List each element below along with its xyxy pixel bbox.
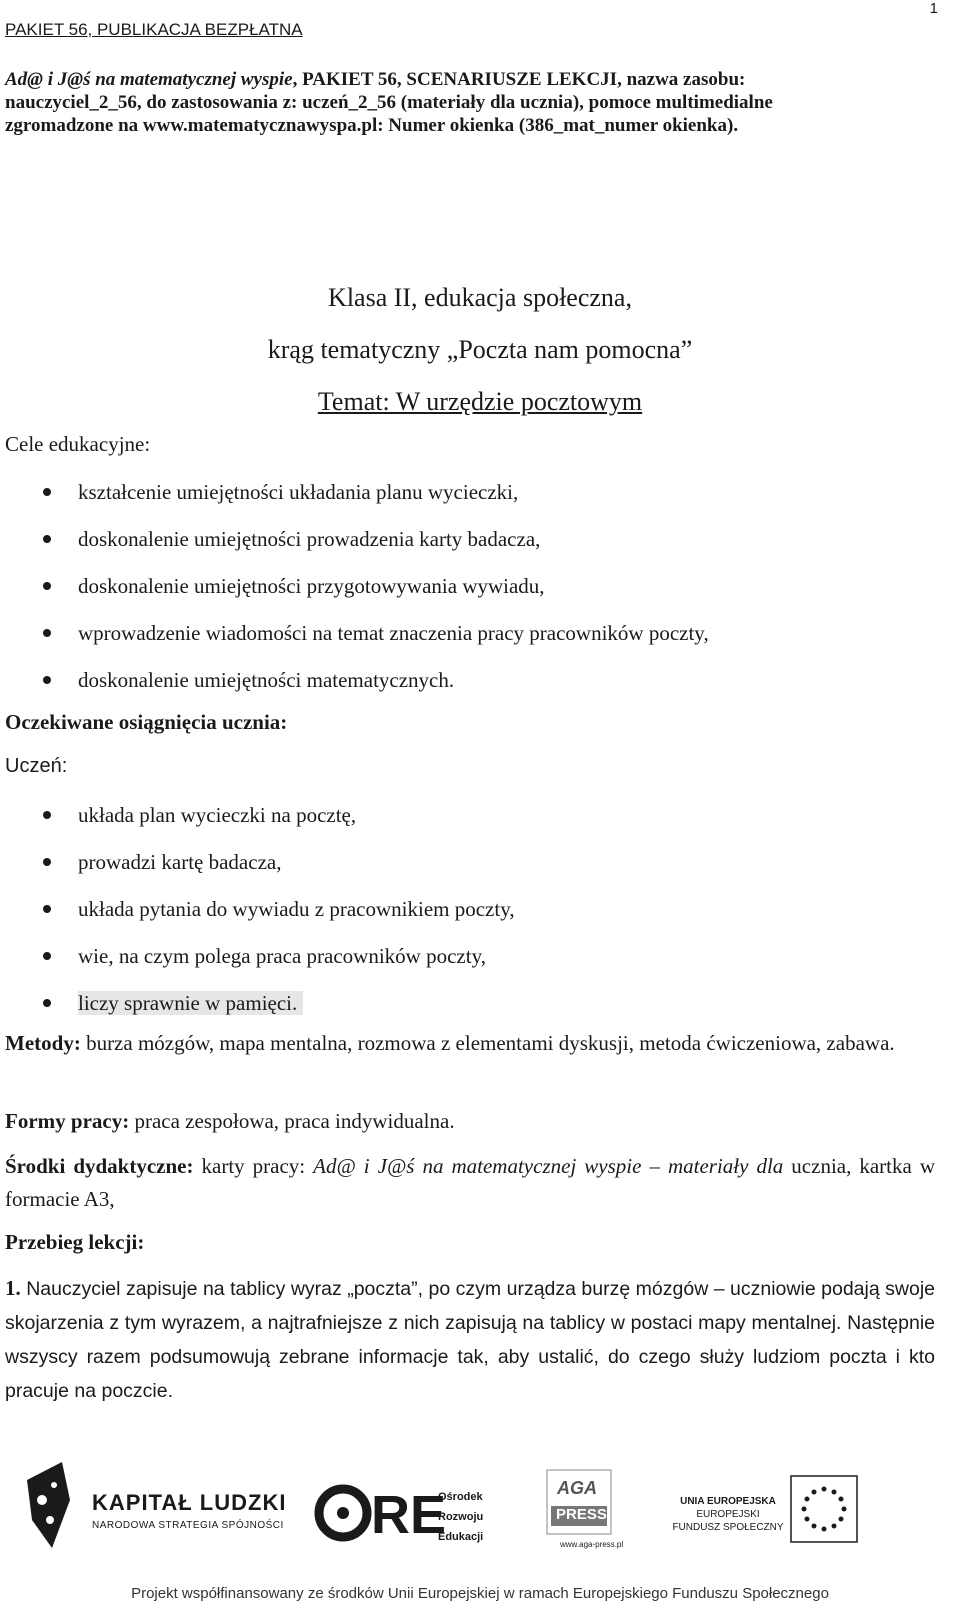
bullet-icon	[43, 999, 51, 1007]
aga-press-logo-icon	[547, 1470, 617, 1540]
bullet-icon	[43, 535, 51, 543]
list-item: prowadzi kartę badacza,	[0, 848, 930, 895]
publication-header: PAKIET 56, PUBLIKACJA BEZPŁATNA	[5, 20, 303, 39]
page-number: 1	[929, 0, 938, 17]
aga-press-label: PRESS	[556, 1506, 607, 1523]
intro-line-3: zgromadzone na www.matematycznawyspa.pl: Numer okienka (386_mat_numer okienka).	[5, 115, 739, 136]
kapital-ludzki-logo-icon	[22, 1460, 72, 1550]
list-item: kształcenie umiejętności układania planu wycieczki,	[0, 478, 930, 525]
list-item: liczy sprawnie w pamięci.	[0, 989, 930, 1036]
lesson-heading: Przebieg lekcji:	[5, 1230, 145, 1254]
lesson-title-block	[0, 280, 960, 436]
theme-line: krąg tematyczny „Poczta nam pomocna”	[267, 335, 693, 364]
student-label: Uczeń:	[5, 755, 68, 777]
resource-intro	[5, 68, 935, 137]
resources-italic: Ad@ i J@ś na matematycznej wyspie – materiały dla	[313, 1154, 784, 1178]
bullet-icon	[43, 858, 51, 866]
intro-line-2: nauczyciel_2_56, do zastosowania z: uczeń_2_56 (materiały dla ucznia), pomoce multimedialne	[5, 92, 773, 113]
outcomes-list	[0, 801, 930, 1036]
list-item: wie, na czym polega praca pracowników poczty,	[0, 942, 930, 989]
class-line: Klasa II, edukacja społeczna,	[328, 283, 632, 312]
kapital-ludzki-title: KAPITAŁ LUDZKI	[92, 1490, 287, 1515]
bullet-icon	[43, 676, 51, 684]
list-item: wprowadzenie wiadomości na temat znaczenia pracy pracowników poczty,	[0, 619, 930, 666]
goals-list	[0, 478, 930, 713]
funding-note: Projekt współfinansowany ze środków Unii Europejskiej w ramach Europejskiego Funduszu Społecznego	[131, 1585, 829, 1602]
goals-heading: Cele edukacyjne:	[5, 432, 151, 456]
bullet-icon	[43, 905, 51, 913]
bullet-icon	[43, 488, 51, 496]
bullet-icon	[43, 582, 51, 590]
lesson-step-1	[5, 1272, 935, 1408]
svg-text:RE: RE	[371, 1485, 447, 1545]
aga-press-url: www.aga-press.pl	[560, 1540, 624, 1549]
bullet-icon	[43, 629, 51, 637]
list-item: doskonalenie umiejętności przygotowywania wywiadu,	[0, 572, 930, 619]
ore-subtitle: Ośrodek Rozwoju Edukacji	[438, 1491, 484, 1543]
svg-text:AGA: AGA	[557, 1478, 597, 1498]
resources-paragraph: Środki dydaktyczne: karty pracy: Ad@ i J@ś na matematycznej wyspie – materiały dla ucznia, kartka w formacie A3,	[5, 1154, 936, 1211]
list-item: doskonalenie umiejętności prowadzenia karty badacza,	[0, 525, 930, 572]
forms-paragraph	[5, 1105, 935, 1138]
kapital-ludzki-subtitle: NARODOWA STRATEGIA SPÓJNOŚCI	[92, 1520, 284, 1531]
outcomes-heading: Oczekiwane osiągnięcia ucznia:	[5, 710, 288, 734]
intro-title: Ad@ i J@ś na matematycznej wyspie	[5, 69, 293, 90]
bullet-icon	[43, 811, 51, 819]
methods-text: burza mózgów, mapa mentalna, rozmowa z elementami dyskusji, metoda ćwiczeniowa, zabawa.	[80, 1031, 895, 1055]
list-item: układa pytania do wywiadu z pracownikiem poczty,	[0, 895, 930, 942]
list-item: układa plan wycieczki na pocztę,	[0, 801, 930, 848]
forms-text: praca zespołowa, praca indywidualna.	[129, 1109, 455, 1133]
eu-text: UNIA EUROPEJSKA EUROPEJSKI FUNDUSZ SPOŁECZNY	[672, 1496, 784, 1533]
bullet-icon	[43, 952, 51, 960]
resources-label: Środki dydaktyczne:	[5, 1154, 194, 1178]
step-text: Nauczyciel zapisuje na tablicy wyraz „poczta”, po czym urządza burzę mózgów – uczniowie podają swoje skojarzenia z tym wyrazem, a najtrafniejsze z nich zapisują na tablicy w postaci mapy mentalnej. Następnie wszyscy razem podsumowują zebrane informacje tak, aby ustalić, do czego służy ludziom poczta i kto pracuje na poczcie.	[5, 1278, 935, 1402]
eu-flag-icon	[790, 1475, 858, 1543]
intro-line-1-rest: , PAKIET 56, SCENARIUSZE LEKCJI, nazwa zasobu:	[292, 69, 746, 90]
forms-label: Formy pracy:	[5, 1109, 130, 1133]
methods-label: Metody:	[5, 1031, 81, 1055]
methods-paragraph	[5, 1027, 935, 1060]
ore-logo-icon	[315, 1483, 447, 1545]
intro-line-1	[5, 68, 935, 91]
footer-logos	[0, 1455, 960, 1609]
list-item: doskonalenie umiejętności matematycznych.	[0, 666, 930, 713]
step-number: 1.	[5, 1276, 21, 1300]
topic-line: Temat: W urzędzie pocztowym	[317, 387, 643, 416]
